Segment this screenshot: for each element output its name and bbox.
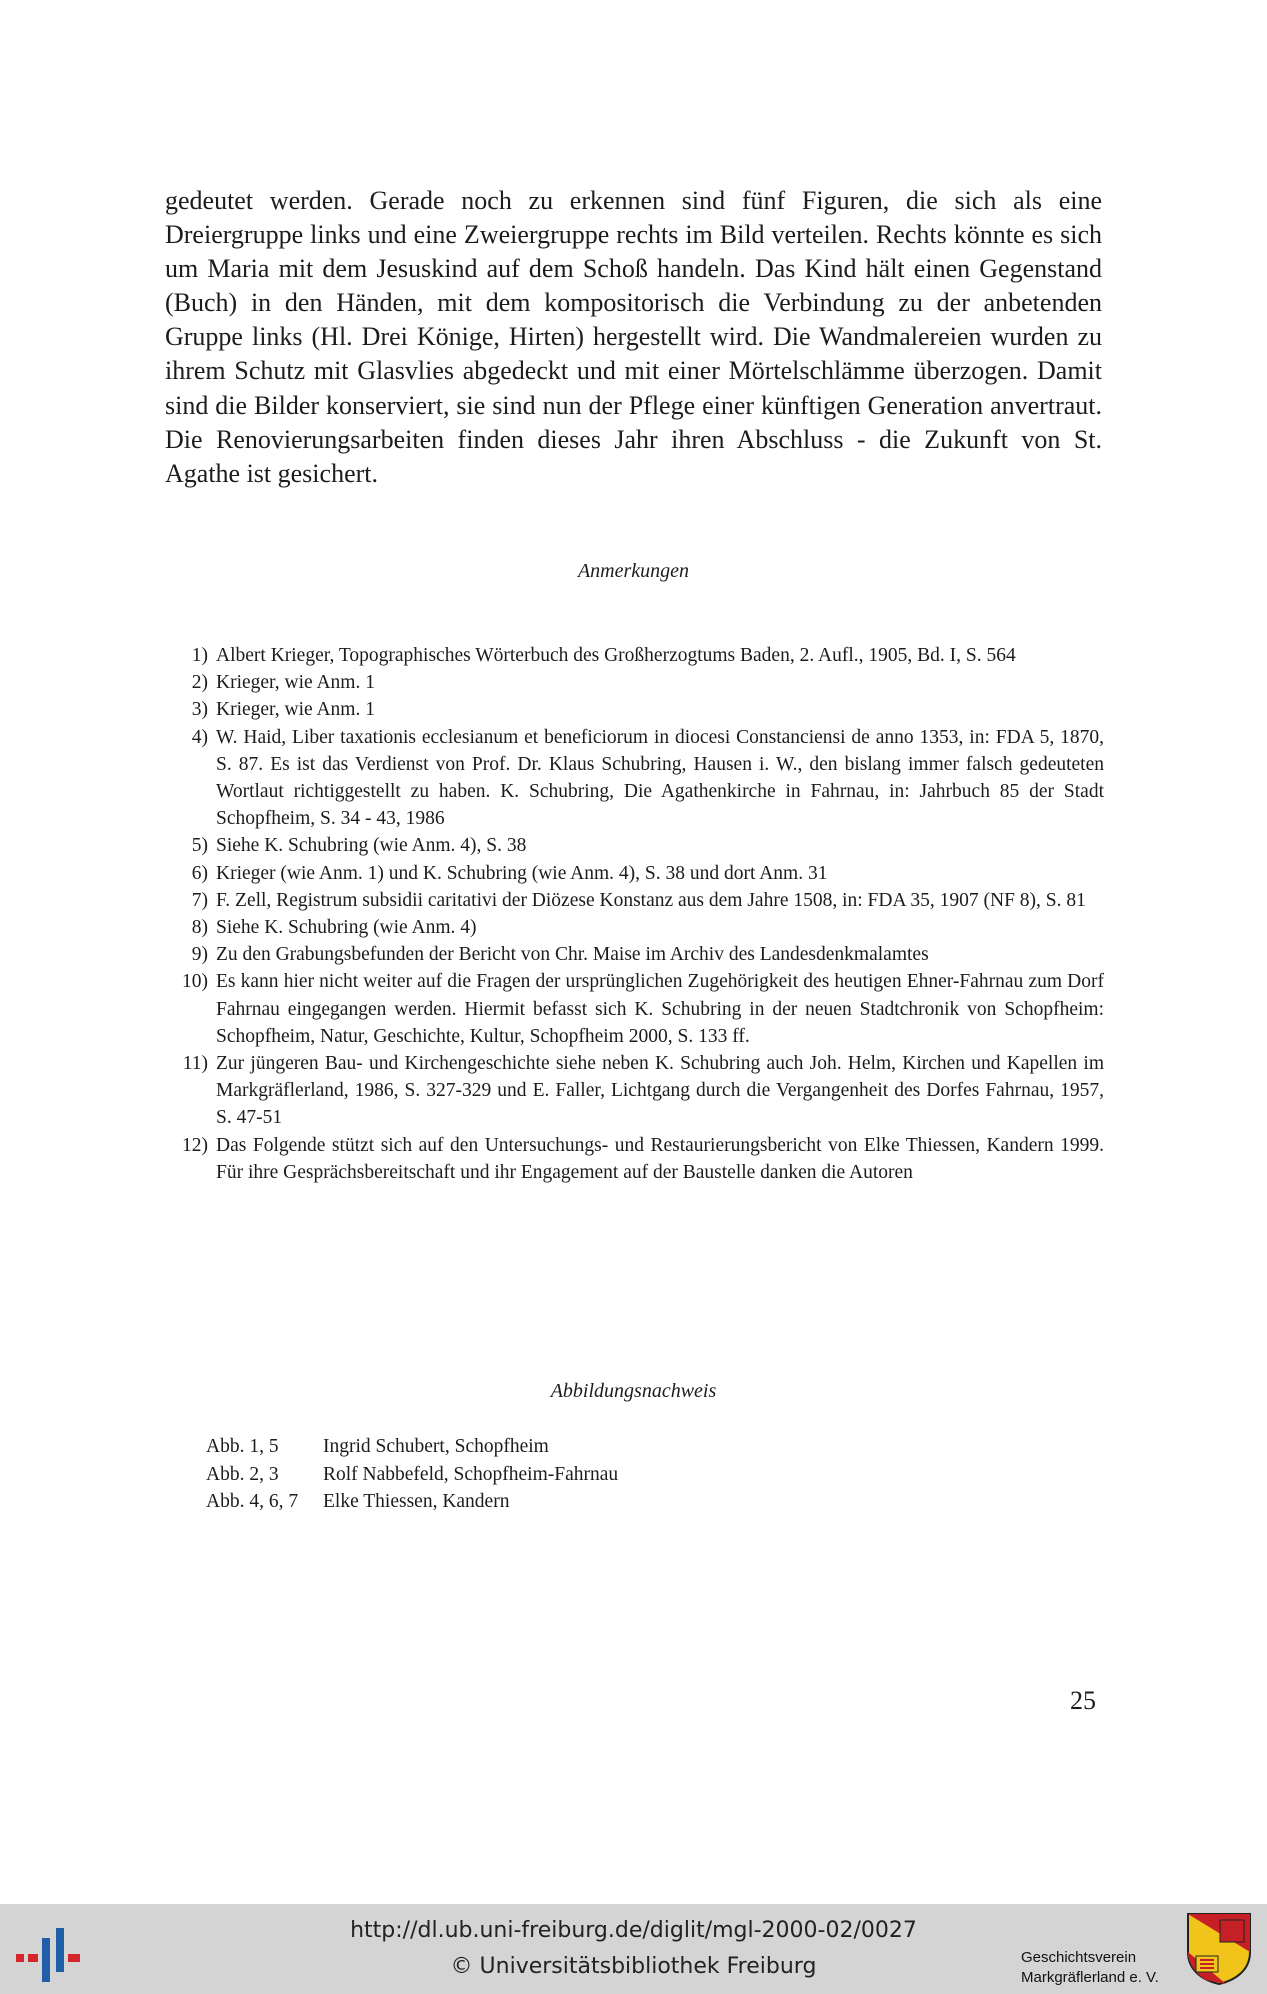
note-text: F. Zell, Registrum subsidii caritativi der Diözese Konstanz aus dem Jahre 1508, in: FDA 35, 1907 (NF 8), S. 81 (216, 889, 1086, 911)
note-text: Krieger (wie Anm. 1) und K. Schubring (wie Anm. 4), S. 38 und dort Anm. 31 (216, 862, 828, 884)
note-item (160, 941, 1104, 968)
footer-copyright: © Universitätsbibliothek Freiburg (450, 1954, 817, 1979)
note-item (160, 914, 1104, 941)
note-number: 10) (182, 971, 208, 993)
credit-row (206, 1461, 618, 1489)
credit-source: Elke Thiessen, Kandern (323, 1491, 510, 1512)
note-item (160, 968, 1104, 1050)
note-number: 4) (191, 726, 208, 748)
note-item (160, 887, 1104, 914)
note-item (160, 642, 1104, 669)
credit-figures: Abb. 4, 6, 7 (206, 1491, 299, 1512)
footer-bar (0, 1904, 1267, 1994)
footer-url-link[interactable]: http://dl.ub.uni-freiburg.de/diglit/mgl-2000-02/0027 (350, 1918, 917, 1943)
society-name (1021, 1948, 1159, 1988)
note-text: Krieger, wie Anm. 1 (216, 672, 375, 694)
note-item (160, 860, 1104, 887)
credit-source: Rolf Nabbefeld, Schopfheim-Fahrnau (323, 1463, 619, 1485)
note-number: 2) (191, 672, 208, 694)
society-line-1: Geschichtsverein (1021, 1949, 1137, 1966)
note-item (160, 1132, 1104, 1186)
body-paragraph: gedeutet werden. Gerade noch zu erkennen sind fünf Figuren, die sich als eine Dreiergruppe links und eine Zweiergruppe rechts im Bild verteilen. Rechts könnte es sich um Maria mit dem Jesuskind auf dem Schoß handeln. Das Kind hält einen Gegenstand (Buch) in den Händen, mit dem kompositorisch die Verbindung zu der anbetenden Gruppe links (Hl. Drei Könige, Hirten) hergestellt wird. Die Wandmalereien wurden zu ihrem Schutz mit Glasvlies abgedeckt und mit einer Mörtelschlämme überzogen. Damit sind die Bilder konserviert, sie sind nun der Pflege einer künftigen Generation anvertraut. Die Renovierungsarbeiten finden dieses Jahr ihren Abschluss - die Zukunft von St. Agathe ist gesichert. (165, 186, 1102, 488)
note-item (160, 832, 1104, 859)
note-text: Krieger, wie Anm. 1 (216, 699, 375, 721)
note-item (160, 1050, 1104, 1132)
note-number: 1) (191, 645, 208, 666)
credit-source: Ingrid Schubert, Schopfheim (323, 1436, 549, 1457)
note-text: Es kann hier nicht weiter auf die Fragen der ursprünglichen Zugehörigkeit des heutigen Ehner-Fahrnau zum Dorf Fahrnau eingegangen werden. Hiermit befasst sich K. Schubring in der neuen Stadtchronik von Schopfheim: Schopfheim, Natur, Geschichte, Kultur, Schopfheim 2000, S. 133 ff. (216, 971, 1104, 1047)
note-text: Zur jüngeren Bau- und Kirchengeschichte siehe neben K. Schubring auch Joh. Helm, Kirchen und Kapellen im Markgräflerland, 1986, S. 327-329 und E. Faller, Lichtgang durch die Vergangenheit des Dorfes Fahrnau, 1957, S. 47-51 (216, 1053, 1104, 1129)
note-text: Albert Krieger, Topographisches Wörterbuch des Großherzogtums Baden, 2. Aufl., 1905, Bd. I, S. 564 (216, 645, 1016, 666)
note-text: Siehe K. Schubring (wie Anm. 4), S. 38 (216, 835, 527, 857)
note-text: Siehe K. Schubring (wie Anm. 4) (216, 917, 477, 939)
note-item (160, 696, 1104, 723)
society-line-2: Markgräflerland e. V. (1021, 1969, 1159, 1986)
note-number: 6) (191, 862, 208, 884)
note-text: Zu den Grabungsbefunden der Bericht von Chr. Maise im Archiv des Landesdenkmalamtes (216, 944, 929, 966)
note-number: 5) (191, 835, 208, 857)
credit-row (206, 1488, 618, 1516)
page-number: 25 (1070, 1686, 1096, 1715)
note-number: 12) (182, 1134, 208, 1156)
credit-row (206, 1433, 618, 1461)
note-item (160, 669, 1104, 696)
credits-list (206, 1433, 618, 1516)
note-number: 7) (191, 889, 208, 911)
notes-heading: Anmerkungen (577, 560, 690, 582)
note-number: 8) (191, 917, 208, 939)
credit-figures: Abb. 2, 3 (206, 1463, 279, 1485)
credits-heading: Abbildungsnachweis (550, 1380, 717, 1402)
note-number: 11) (182, 1053, 208, 1075)
note-number: 3) (191, 699, 208, 721)
credit-figures: Abb. 1, 5 (206, 1436, 279, 1457)
note-item (160, 724, 1104, 833)
notes-list (160, 642, 1104, 1186)
coat-of-arms-icon (1186, 1912, 1252, 1986)
note-number: 9) (191, 944, 208, 966)
note-text: Das Folgende stützt sich auf den Untersuchungs- und Restaurierungsbericht von Elke Thiessen, Kandern 1999. Für ihre Gesprächsbereitschaft und ihr Engagement auf der Baustelle danken die Autoren (216, 1134, 1104, 1183)
note-text: W. Haid, Liber taxationis ecclesianum et beneficiorum in diocesi Constanciensi de anno 1353, in: FDA 5, 1870, S. 87. Es ist das Verdienst von Prof. Dr. Klaus Schubring, Hausen i. W., den bislang immer falsch gedeuteten Wortlaut richtiggestellt zu haben. K. Schubring, Die Agathenkirche in Fahrnau, in: Jahrbuch 85 der Stadt Schopfheim, S. 34 - 43, 1986 (216, 726, 1104, 830)
